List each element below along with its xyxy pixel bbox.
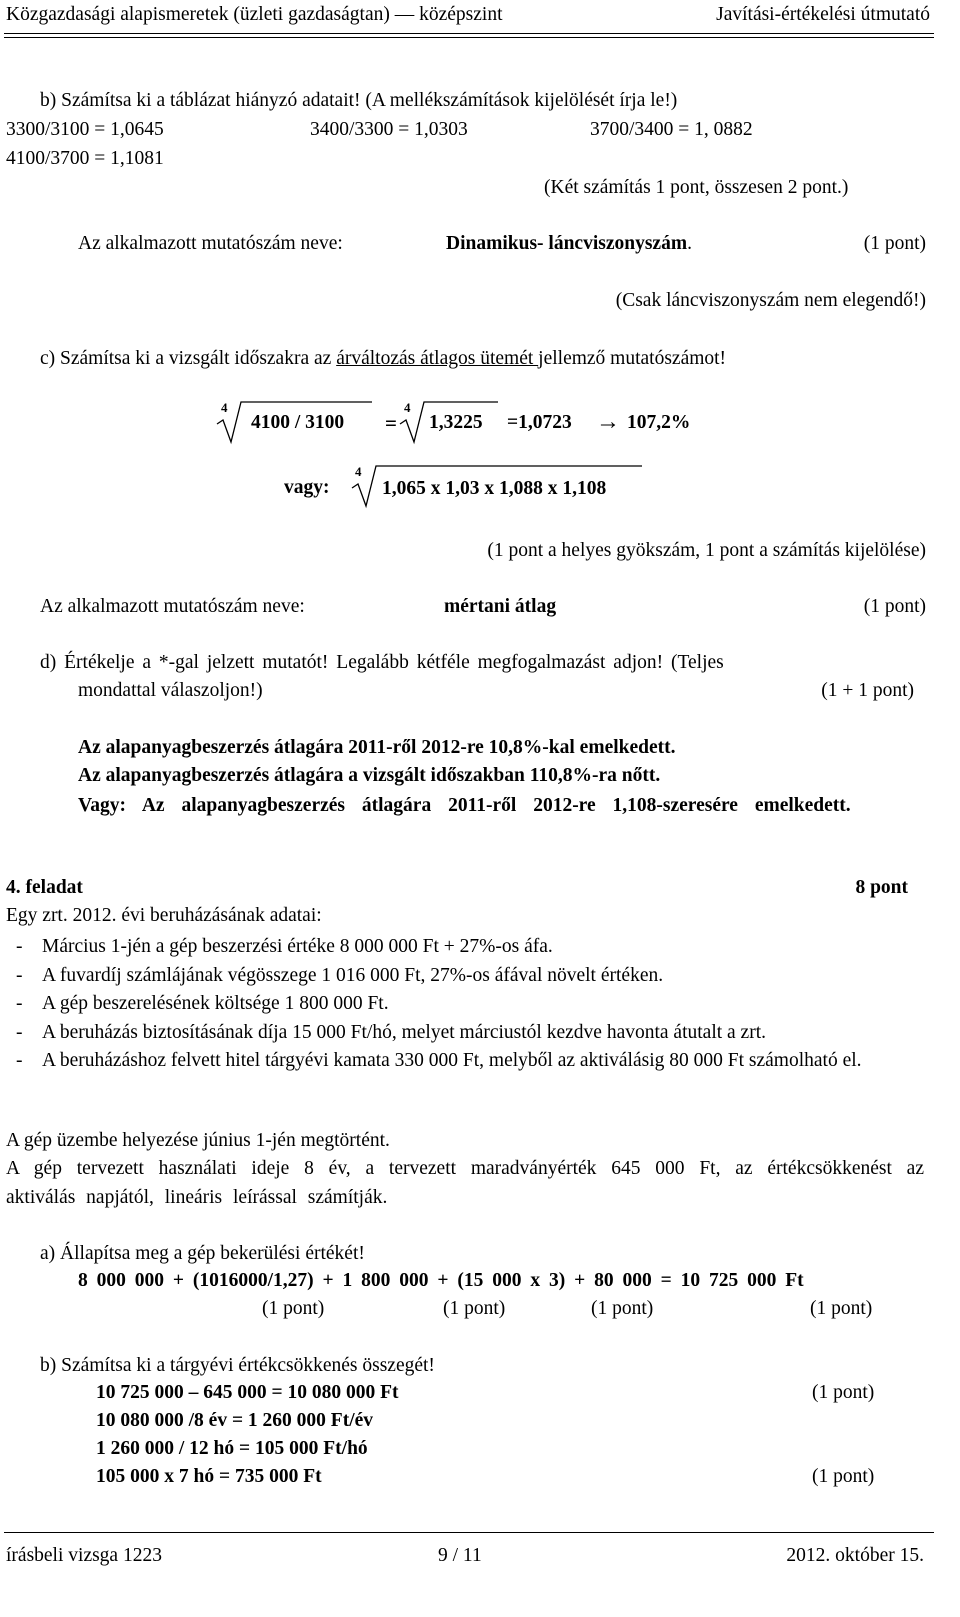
footer-page-number: 9 / 11 [438,1545,482,1566]
task4-b-line-4: 105 000 x 7 hó = 735 000 Ft [96,1466,322,1487]
header-rule-2 [4,37,934,38]
d-question-line-1: d) Értékelje a *-gal jelzett mutatót! Legalább kétféle megfogalmazást adjon! (Teljes [40,652,724,673]
c-question-underlined: árváltozás átlagos ütemét [336,348,539,369]
formula-1-radicand-2: 1,3225 [429,412,483,433]
task4-b-point-1: (1 pont) [812,1382,875,1403]
footer-date: 2012. október 15. [786,1545,924,1566]
b-points: (Két számítás 1 pont, összesen 2 pont.) [544,177,849,198]
list-item: - Március 1-jén a gép beszerzési értéke 8 000 000 Ft + 27%-os áfa. [6,933,922,962]
c-name-label: Az alkalmazott mutatószám neve: [40,596,305,617]
task4-a-point-2: (1 pont) [443,1298,506,1319]
b-name-points: (1 pont) [863,233,926,254]
task4-plan-line: A gép tervezett használati ideje 8 év, a tervezett maradványérték 645 000 Ft, az értékcsökkenést az aktiválás napjától, lineáris leírással számítják. [6,1158,924,1208]
task4-b-line-3: 1 260 000 / 12 hó = 105 000 Ft/hó [96,1438,368,1459]
formula-1-result: =1,0723 [507,412,572,433]
list-item: - A fuvardíj számlájának végösszege 1 016 000 Ft, 27%-os áfával növelt értéken. [6,962,922,991]
d-points: (1 + 1 pont) [821,680,914,701]
formula-1-percent: 107,2% [627,412,691,433]
root-index-3: 4 [355,464,362,479]
b-question: b) Számítsa ki a táblázat hiányzó adatait! (A mellékszámítások kijelölését írja le!) [40,90,678,111]
header-title: Közgazdasági alapismeretek (üzleti gazdaságtan) — középszint [6,4,503,25]
task4-a-point-1: (1 pont) [262,1298,325,1319]
task4-a-formula: 8 000 000 + (1016000/1,27) + 1 800 000 + (15 000 x 3) + 80 000 = 10 725 000 Ft [78,1270,804,1291]
b-name-label: Az alkalmazott mutatószám neve: [78,233,343,254]
formula-1-eq: = [385,411,397,435]
arrow-icon: → [596,409,620,435]
c-question-prefix: c) Számítsa ki a vizsgált időszakra az [40,348,337,369]
formula-1-radicand: 4100 / 3100 [251,412,345,433]
b-name-value-text: Dinamikus- láncviszonyszám [446,233,688,254]
root-index-1: 4 [221,400,228,415]
d-question-line-2: mondattal válaszoljon!) [78,680,263,701]
c-points: (1 pont a helyes gyökszám, 1 pont a számítás kijelölése) [487,540,926,561]
list-item: - A beruházáshoz felvett hitel tárgyévi kamata 330 000 Ft, melyből az aktiválásig 80 000 Ft számolható el. [6,1047,922,1076]
header-rule [4,33,934,34]
task4-b-point-2: (1 pont) [812,1466,875,1487]
footer-exam-id: írásbeli vizsga 1223 [6,1545,162,1566]
c-name-points: (1 pont) [863,596,926,617]
b-calc-2: 3400/3300 = 1,0303 [310,119,468,140]
task4-points: 8 pont [855,877,908,898]
header-subtitle: Javítási-értékelési útmutató [716,4,930,25]
b-name-dot: . [687,233,692,254]
c-formula-2 [350,462,670,512]
list-item: - A gép beszerelésének költsége 1 800 000 Ft. [6,990,922,1019]
task4-list [6,933,922,1076]
b-calc-3: 3700/3400 = 1, 0882 [590,119,753,140]
task4-title: 4. feladat [6,877,83,898]
task4-install-line: A gép üzembe helyezése június 1-jén megtörtént. [6,1130,390,1151]
task4-b-line-1: 10 725 000 – 645 000 = 10 080 000 Ft [96,1382,399,1403]
task4-a-point-4: (1 pont) [810,1298,873,1319]
b-note: (Csak láncviszonyszám nem elegendő!) [615,290,926,311]
c-question-suffix: jellemző mutatószámot! [538,348,727,369]
c-or-label: vagy: [284,477,330,498]
b-calc-4: 4100/3700 = 1,1081 [6,148,164,169]
task4-intro: Egy zrt. 2012. évi beruházásának adatai: [6,905,322,926]
task4-b-question: b) Számítsa ki a tárgyévi értékcsökkenés összegét! [40,1355,435,1376]
list-item: - A beruházás biztosításának díja 15 000 Ft/hó, melyet márciustól kezdve havonta átutalt a zrt. [6,1019,922,1048]
c-name-value: mértani átlag [444,596,557,617]
c-question [40,348,726,370]
formula-2-radicand: 1,065 x 1,03 x 1,088 x 1,108 [382,478,607,499]
d-answer-3: Vagy: Az alapanyagbeszerzés átlagára 2011-ről 2012-re 1,108-szeresére emelkedett. [78,795,851,816]
task4-a-point-3: (1 pont) [591,1298,654,1319]
task4-a-question: a) Állapítsa meg a gép bekerülési értékét! [40,1243,365,1264]
b-calc-1: 3300/3100 = 1,0645 [6,119,164,140]
task4-b-line-2: 10 080 000 /8 év = 1 260 000 Ft/év [96,1410,374,1431]
c-formula-1 [215,398,775,448]
b-name-value [446,233,692,255]
d-answer-1: Az alapanyagbeszerzés átlagára 2011-ről 2012-re 10,8%-kal emelkedett. [78,737,676,758]
d-answer-2: Az alapanyagbeszerzés átlagára a vizsgált időszakban 110,8%-ra nőtt. [78,765,661,786]
root-index-2: 4 [404,400,411,415]
footer-rule [4,1532,934,1533]
